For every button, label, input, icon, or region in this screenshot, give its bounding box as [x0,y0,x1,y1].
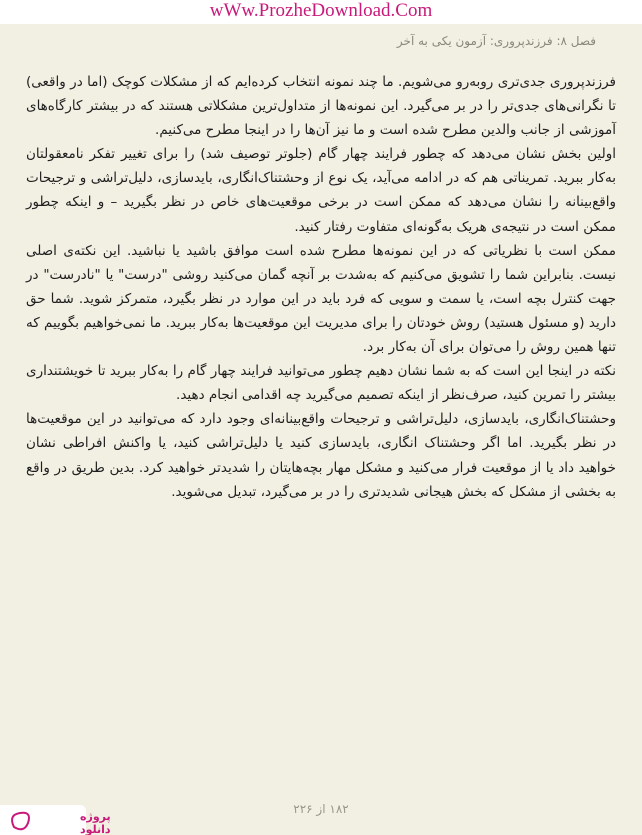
svg-text:دانلود: دانلود [80,823,111,835]
paragraph: نکته در اینجا این است که به شما نشان دهیم چطور می‌توانید فرایند چهار گام را به‌کار ببرید تا خویشتنداری بیشتر را تمرین کنید، صرف‌نظر از اینکه تصمیم می‌گیرید چه اقدامی انجام دهید. [26,363,616,404]
chapter-header: فصل ۸: فرزندپروری: آزمون یکی به آخر [396,34,596,48]
watermark-url: wWw.ProzheDownload.Com [0,0,642,24]
paragraph: وحشتناک‌انگاری، بایدسازی، دلیل‌تراشی و ترجیحات واقع‌بینانه‌ای وجود دارد که می‌توانید در این موقعیت‌ها در نظر بگیرید. اما اگر وحشتناک انگاری، بایدسازی کنید یا دلیل‌تراشی کنید، یا واکنش افراطی نشان خواهید داد یا از موقعیت فرار می‌کنید و مشکل مهار بچه‌هایتان را شدیدتر خواهید کرد. بدین طریق در واقع به بخشی از مشکل که بخش هیجانی شدیدتری را در بر می‌گیرد، تبدیل می‌شوید. [26,411,616,500]
paragraph: ممکن است با نظریاتی که در این نمونه‌ها مطرح شده است موافق باشید یا نباشید. این نکته‌ی اصلی نیست. بنابراین شما را تشویق می‌کنیم که به‌شدت بر آنچه گمان می‌کنید روشی "درست" یا "نادرست" در جهت کنترل بچه است، یا سمت و سویی که فرد باید در این موارد در نظر بگیرد، متمرکز شوید. شما حق دارید (و مسئول هستید) روش خودتان را برای مدیریت این موقعیت‌ها به‌کار ببرید. ما نمی‌خواهیم بگوییم که تنها همین روش را می‌توان برای آن به‌کار برد. [26,242,616,356]
paragraph: اولین بخش نشان می‌دهد که چطور فرایند چهار گام (جلوتر توصیف شد) را برای تغییر تفکر نامعقولتان به‌کار ببرید. تمریناتی هم که در ادامه می‌آید، یک نوع از وحشتناک‌انگاری، بایدسازی، دلیل‌تراشی و ترجیحات واقع‌بینانه را نشان می‌دهد که ممکن است در برخی موقعیت‌های خاص در نظر بگیرید – و اینکه چطور ممکن است در نتیجه‌ی هریک به‌گونه‌ای متفاوت رفتار کنید. [26,146,616,235]
page-body [26,70,616,504]
page-number: ۱۸۲ از ۲۲۶ [293,802,349,816]
paragraph: فرزندپروری جدی‌تری روبه‌رو می‌شویم. ما چند نمونه انتخاب کرده‌ایم که از مشکلات کوچک (اما در واقعی) تا نگرانی‌های جدی‌تر را در بر می‌گیرد. این نمونه‌ها از متداول‌ترین مشکلاتی هستند که در بیشتر کارگاه‌های آموزشی از جانب والدین مطرح شده است و ما نیز آن‌ها را در اینجا مطرح می‌کنیم. [26,74,616,139]
svg-text:پروژه: پروژه [80,810,111,823]
prozhe-download-logo-icon [0,805,111,835]
